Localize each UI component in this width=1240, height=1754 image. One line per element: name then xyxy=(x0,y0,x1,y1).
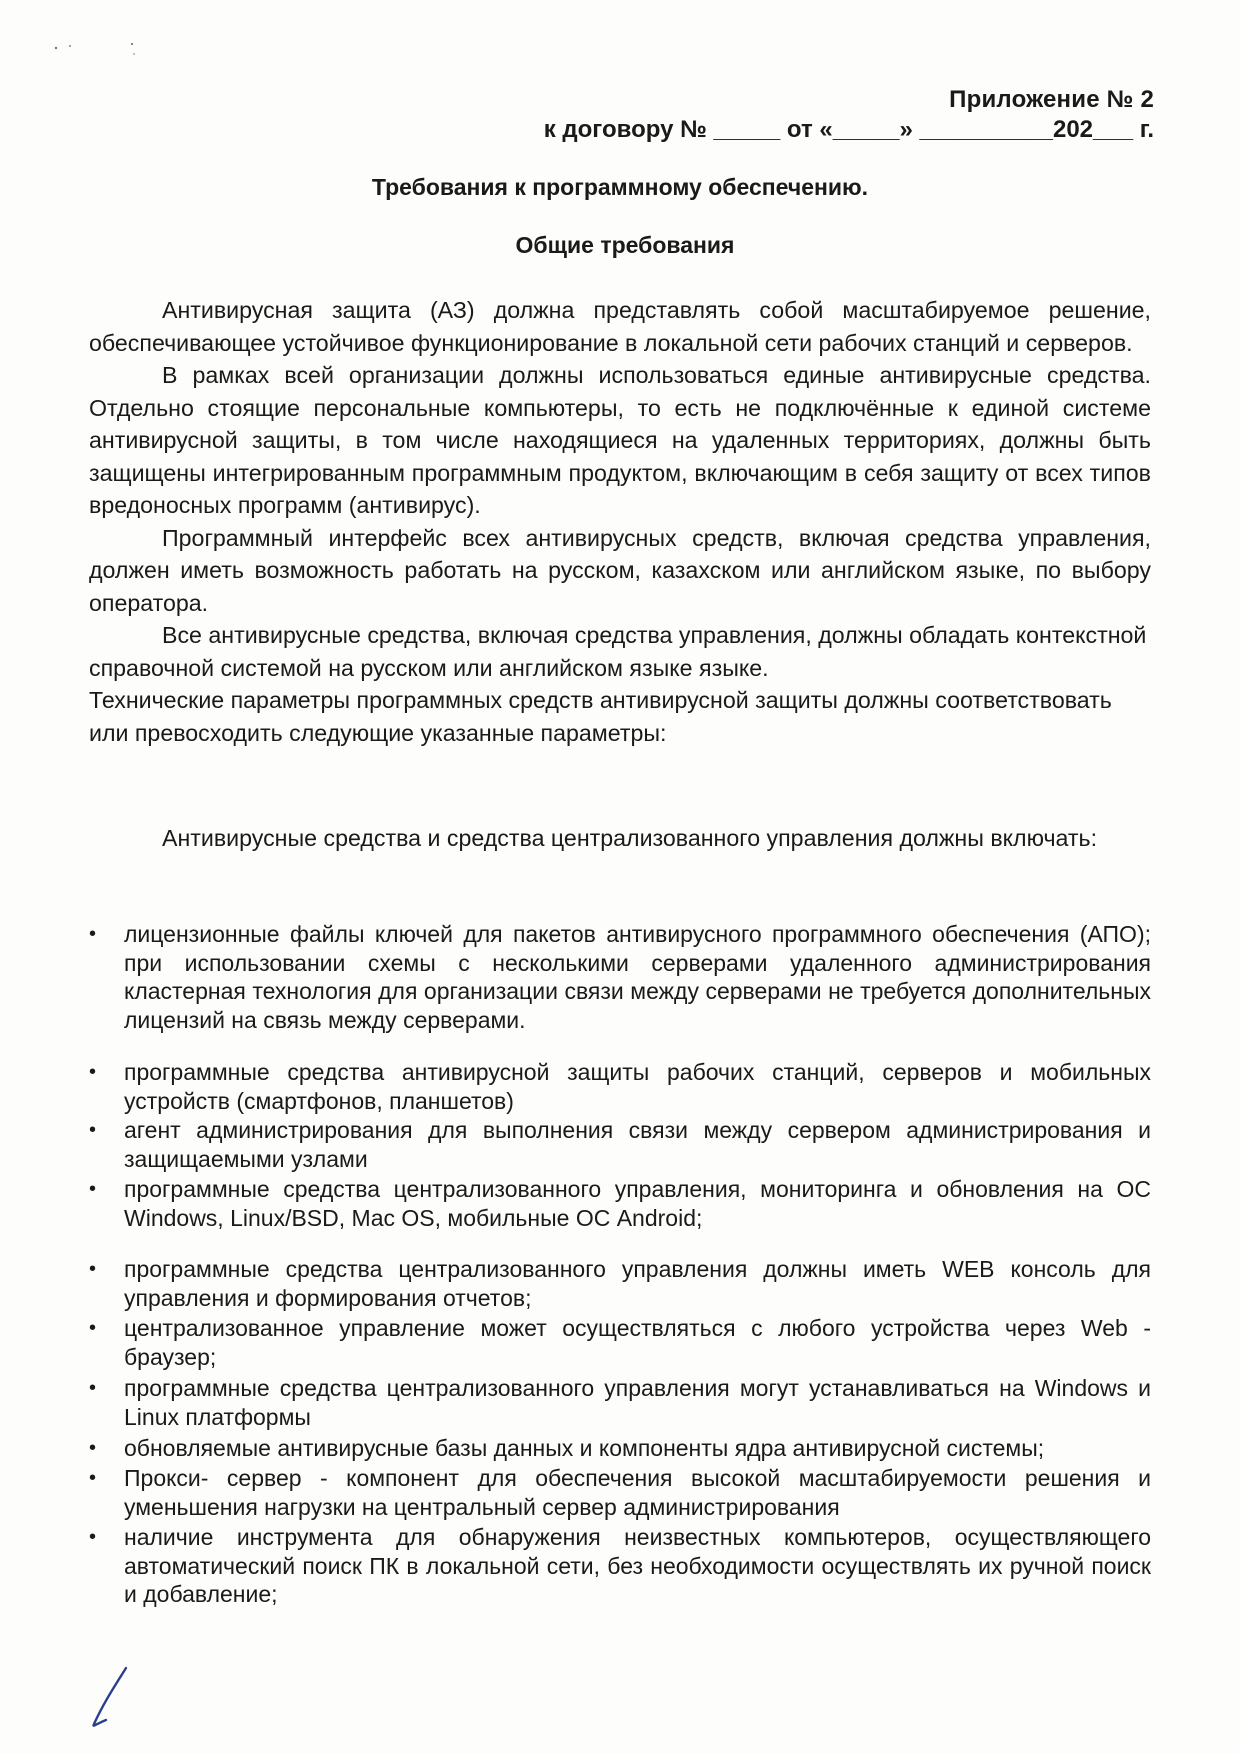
list-item xyxy=(89,1523,1151,1609)
list-item-text: наличие инструмента для обнаружения неизвестных компьютеров, осуществляющего автоматический поиск ПК в локальной сети, без необходимости осуществлять их ручной поиск и добавление; xyxy=(124,1524,1151,1607)
section-heading: Общие требования xyxy=(515,232,735,258)
bullet-icon: • xyxy=(89,1061,97,1083)
list-item xyxy=(89,920,1151,1034)
list-item-text: централизованное управление может осуществляться с любого устройства через Web - браузер; xyxy=(124,1315,1151,1370)
list-item-text: лицензионные файлы ключей для пакетов антивирусного программного обеспечения (АПО); при использовании схемы с несколькими серверами удаленного администрирования кластерная технология для организации связи между серверами не требуется дополнительных лицензий на связь между серверами. xyxy=(124,921,1151,1033)
handwritten-signature-mark xyxy=(86,1662,136,1732)
list-item xyxy=(89,1314,1151,1371)
bullet-icon: • xyxy=(89,1467,97,1489)
general-requirements-text xyxy=(89,294,1151,749)
list-item-text: программные средства централизованного управления должны иметь WEB консоль для управления и формирования отчетов; xyxy=(124,1256,1151,1311)
bullet-icon: • xyxy=(89,1377,97,1399)
list-item-text: программные средства централизованного управления могут устанавливаться на Windows и Linux платформы xyxy=(124,1375,1151,1430)
bullet-icon: • xyxy=(89,1178,97,1200)
paragraph: Антивирусная защита (АЗ) должна представлять собой масштабируемое решение, обеспечивающее устойчивое функционирование в локальной сети рабочих станций и серверов. xyxy=(89,297,1151,356)
paragraph: Программный интерфейс всех антивирусных средств, включая средства управления, должен иметь возможность работать на русском, казахском или английском языке, по выбору оператора. xyxy=(89,524,1151,616)
document-title: Требования к программному обеспечению. xyxy=(371,174,869,200)
bullet-icon: • xyxy=(89,1437,97,1459)
list-item-text: обновляемые антивирусные базы данных и компоненты ядра антивирусной системы; xyxy=(124,1435,1045,1461)
scan-speck-marks xyxy=(48,40,148,70)
list-intro xyxy=(89,822,1151,854)
list-item xyxy=(89,1434,1151,1463)
paragraph: Все антивирусные средства, включая средства управления, должны обладать контекстной справочной системой на русском или английском языке языке. xyxy=(89,622,1147,681)
list-item xyxy=(89,1116,1151,1173)
list-item-text: агент администрирования для выполнения связи между сервером администрирования и защищаемыми узлами xyxy=(124,1117,1151,1172)
list-intro-text: Антивирусные средства и средства централизованного управления должны включать: xyxy=(162,825,1098,851)
bullet-icon: • xyxy=(89,1317,97,1339)
list-item xyxy=(89,1255,1151,1312)
list-item-text: программные средства антивирусной защиты рабочих станций, серверов и мобильных устройств (смартфонов, планшетов) xyxy=(124,1059,1151,1114)
bullet-icon: • xyxy=(89,923,97,945)
list-item xyxy=(89,1058,1151,1115)
paragraph: Технические параметры программных средств антивирусной защиты должны соответствовать или превосходить следующие указанные параметры: xyxy=(89,687,1112,746)
list-item xyxy=(89,1175,1151,1232)
list-item xyxy=(89,1374,1151,1431)
paragraph: В рамках всей организации должны использоваться единые антивирусные средства. Отдельно стоящие персональные компьютеры, то есть не подключённые к единой системе антивирусной защиты, в том числе находящиеся на удаленных территориях, должны быть защищены интегрированным программным продуктом, включающим в себя защиту от всех типов вредоносных программ (антивирус). xyxy=(89,362,1151,518)
list-item xyxy=(89,1464,1151,1521)
list-item-text: Прокси- сервер - компонент для обеспечения высокой масштабируемости решения и уменьшения нагрузки на центральный сервер администрирования xyxy=(124,1465,1151,1520)
annex-number: Приложение № 2 xyxy=(949,86,1154,113)
list-item-text: программные средства централизованного управления, мониторинга и обновления на ОС Windows, Linux/BSD, Mac OS, мобильные ОС Android; xyxy=(124,1176,1151,1231)
contract-reference-line: к договору № _____ от «_____» __________202___ г. xyxy=(543,116,1154,143)
bullet-icon: • xyxy=(89,1526,97,1548)
bullet-icon: • xyxy=(89,1119,97,1141)
bullet-icon: • xyxy=(89,1258,97,1280)
